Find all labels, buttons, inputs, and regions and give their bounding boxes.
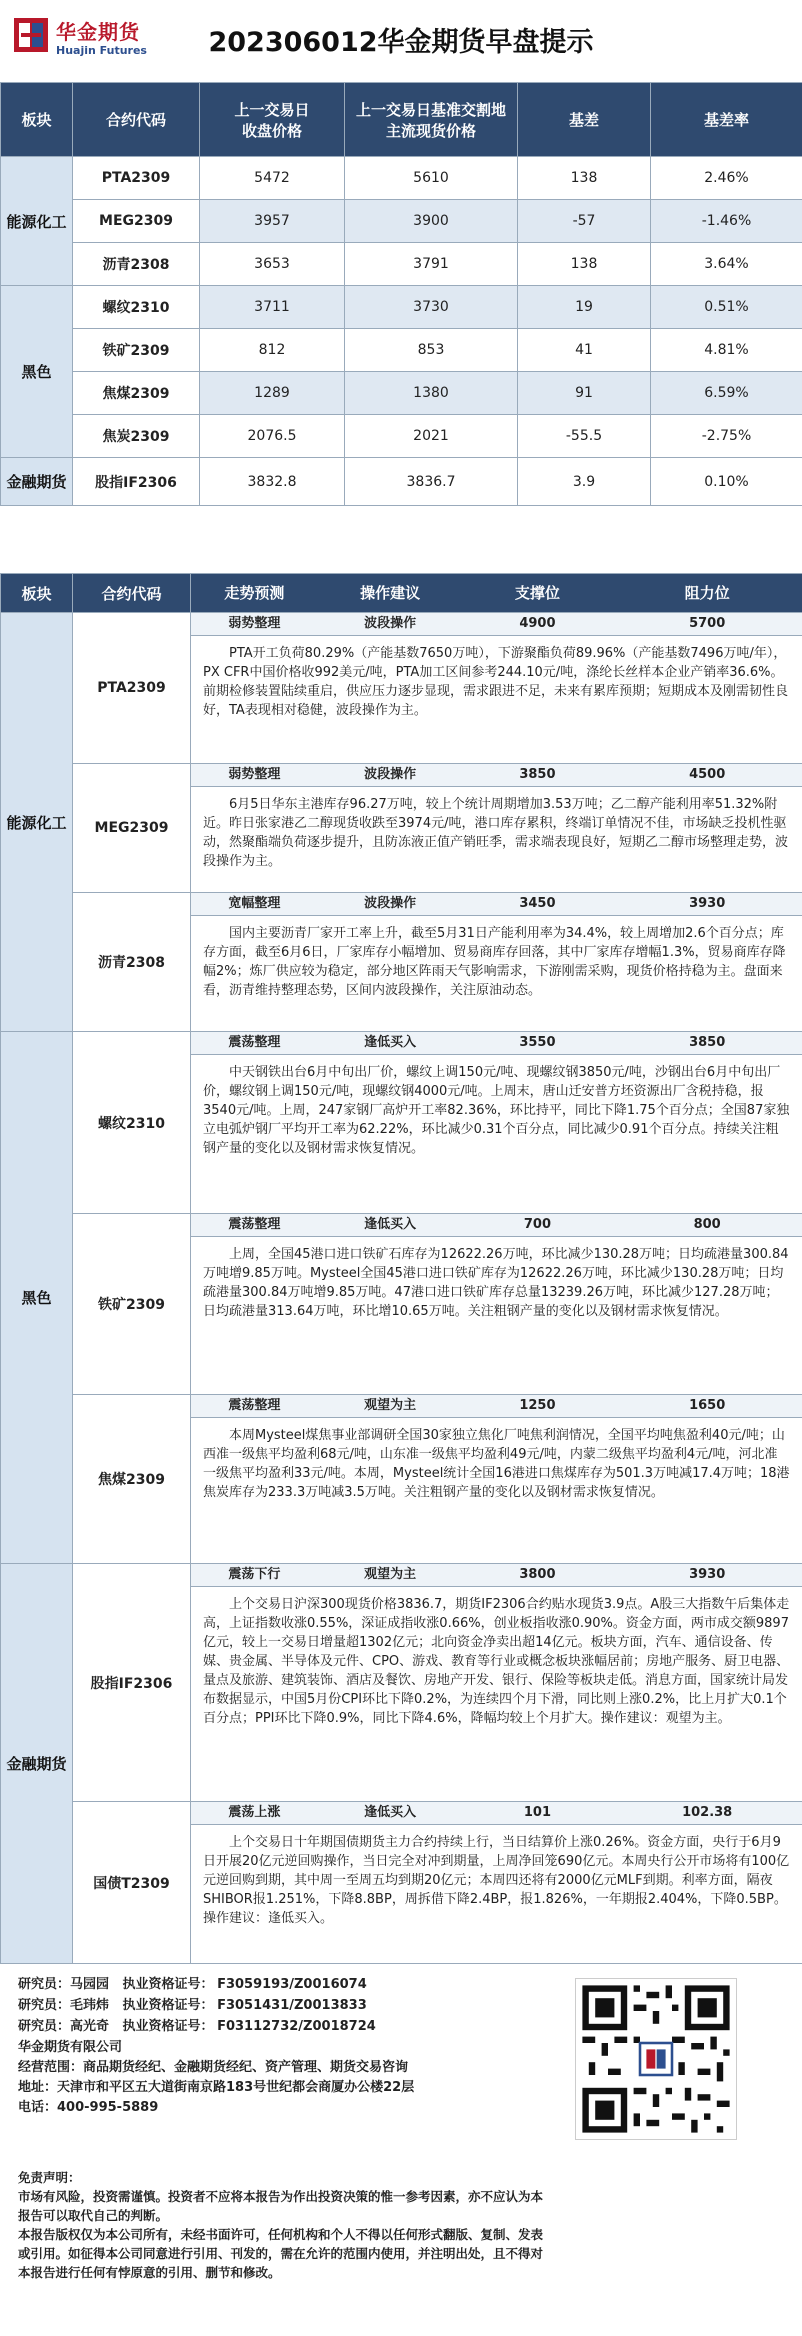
table-row (1, 243, 802, 286)
resist-value: 5700 (689, 616, 726, 631)
col-support: 支撑位 (514, 584, 560, 602)
strategy-row (1, 1032, 802, 1214)
report-title: 202306012华金期货早盘提示 (208, 27, 594, 58)
rate-cell: 0.10% (651, 458, 802, 506)
detail-text: 本周Mysteel煤焦事业部调研全国30家独立焦化厂吨焦利润情况，全国平均吨焦盈利40元/吨；山西准一级焦平均盈利68元/吨，山东准一级焦平均盈利49元/吨，内蒙二级焦平均盈利4元/吨，河北准一级焦平均盈利33元/吨。本周，Mysteel统计全国16港进口焦煤库存为501.3万吨减17.4万吨；18港焦炭库存为233.3万吨减3.5万吨。关注粗钢产量的变化以及钢材需求恢复情况。 (203, 1428, 790, 1500)
sector-cell: 能源化工 (1, 613, 73, 1032)
strategy-row (1, 1395, 802, 1564)
strategy-row (1, 1564, 802, 1802)
table-row (1, 415, 802, 458)
code-cell: MEG2309 (73, 200, 200, 243)
basis-cell: -57 (518, 200, 651, 243)
company-name: 华金期货有限公司 (18, 2040, 123, 2055)
resist-value: 3930 (689, 1567, 726, 1582)
code-cell: 螺纹2310 (73, 1032, 191, 1214)
detail-cell (191, 1802, 802, 1964)
rate-cell: 6.59% (651, 372, 802, 415)
company-phone: 电话：400-995-5889 (18, 2100, 159, 2115)
detail-subhead (191, 1802, 802, 1825)
rate-cell: 0.51% (651, 286, 802, 329)
disclaimer (18, 2168, 548, 2282)
company-info (18, 2040, 415, 2118)
col-code: 合约代码 (73, 83, 200, 157)
company-address: 地址：天津市和平区五大道街南京路183号世纪都会商厦办公楼22层 (18, 2080, 415, 2095)
code-cell: 国债T2309 (73, 1802, 191, 1964)
detail-text: 上个交易日沪深300现货价格3836.7，期货IF2306合约贴水现货3.9点。A股三大指数午后集体走高，上证指数收涨0.55%，深证成指收涨0.66%，创业板指收涨0.90%。资金方面，两市成交额9897亿元，较上一交易日增量超1302亿元；北向资金净卖出超14亿元。板块方面，汽车、通信设备、传媒、贵金属、半导体及元件、CPO、游戏、教育等行业或概念板块涨幅居前；房地产服务、厨卫电器、量点及旅游、建筑装饰、酒店及餐饮、房地产开发、银行、保险等板块走低。消息方面，国家统计局发布数据显示，中国5月份CPI环比下降0.2%，为连续四个月下滑，同比则上涨0.2%，比上月扩大0.1个百分点；PPI环比下降0.9%，同比下降4.6%，降幅均较上个月扩大。操作建议：观望为主。 (203, 1597, 790, 1726)
resist-value: 800 (693, 1217, 721, 1232)
rate-cell: -2.75% (651, 415, 802, 458)
code-cell: 铁矿2309 (73, 1214, 191, 1395)
resist-value: 1650 (689, 1398, 726, 1413)
support-value: 700 (523, 1217, 551, 1232)
license-number: F3059193/Z0016074 (217, 1977, 367, 1992)
detail-subhead (191, 893, 802, 916)
rate-cell: 2.46% (651, 157, 802, 200)
basis-cell: 138 (518, 157, 651, 200)
advice-value: 逢低买入 (364, 1035, 417, 1050)
support-value: 3450 (519, 896, 556, 911)
code-cell: 螺纹2310 (73, 286, 200, 329)
col-basis-rate: 基差率 (651, 83, 802, 157)
strategy-header-row (1, 574, 802, 613)
col-spot: 上一交易日基准交割地 主流现货价格 (345, 83, 518, 157)
strategy-row (1, 893, 802, 1032)
license-number: F3051431/Z0013833 (217, 1998, 367, 2013)
detail-cell (191, 893, 802, 1032)
researcher-item (18, 1995, 376, 2016)
advice-value: 逢低买入 (364, 1805, 417, 1820)
detail-subhead (191, 1395, 802, 1418)
detail-cell (191, 1032, 802, 1214)
table-row (1, 372, 802, 415)
basis-cell: 19 (518, 286, 651, 329)
advice-value: 波段操作 (364, 896, 417, 911)
basis-cell: 91 (518, 372, 651, 415)
advice-value: 波段操作 (364, 616, 417, 631)
detail-cell (191, 1214, 802, 1395)
researcher-item (18, 1974, 376, 1995)
sector-cell: 金融期货 (1, 1564, 73, 1964)
trend-value: 宽幅整理 (228, 896, 281, 911)
disclaimer-text-2: 本报告版权仅为本公司所有，未经书面许可，任何机构和个人不得以任何形式翻版、复制、发表或引用。如征得本公司同意进行引用、刊发的，需在允许的范围内使用，并注明出处，且不得对本报告进行任何有悖原意的引用、删节和修改。 (18, 2227, 544, 2280)
col-sector: 板块 (1, 574, 73, 613)
col-sector: 板块 (1, 83, 73, 157)
support-value: 3550 (519, 1035, 556, 1050)
code-cell: PTA2309 (73, 613, 191, 764)
col-basis: 基差 (518, 83, 651, 157)
basis-table (0, 82, 802, 506)
code-cell: 铁矿2309 (73, 329, 200, 372)
trend-value: 震荡上涨 (228, 1805, 281, 1820)
basis-header-row (1, 83, 802, 157)
detail-subhead (191, 764, 802, 787)
detail-subhead (191, 1214, 802, 1237)
code-cell: 焦煤2309 (73, 372, 200, 415)
resist-value: 4500 (689, 767, 726, 782)
col-resist: 阻力位 (684, 584, 730, 602)
resist-value: 3850 (689, 1035, 726, 1050)
trend-value: 弱势整理 (228, 616, 281, 631)
close-cell: 1289 (200, 372, 345, 415)
business-scope: 经营范围：商品期货经纪、金融期货经纪、资产管理、期货交易咨询 (18, 2060, 409, 2075)
researcher-item (18, 2016, 376, 2037)
license-label: 执业资格证号： (122, 2019, 214, 2034)
detail-text: 中天钢铁出台6月中旬出厂价，螺纹上调150元/吨、现螺纹钢3850元/吨，沙钢出台6月中旬出厂价，螺纹钢上调150元/吨，现螺纹钢4000元/吨。上周末，唐山迁安普方坯资源出厂含税持稳，报3540元/吨。上周，247家钢厂高炉开工率82.36%，环比持平，同比下降1.75个百分点；全国87家独立电弧炉钢厂平均开工率为62.22%，环比减少0.31个百分点，同比减少0.91个百分点。持续关注粗钢产量的变化以及钢材需求恢复情况。 (203, 1065, 790, 1156)
support-value: 1250 (519, 1398, 556, 1413)
detail-subhead (191, 613, 802, 636)
basis-cell: -55.5 (518, 415, 651, 458)
code-cell: 股指IF2306 (73, 458, 200, 506)
code-cell: 沥青2308 (73, 243, 200, 286)
sector-cell: 能源化工 (1, 157, 73, 286)
rate-cell: -1.46% (651, 200, 802, 243)
close-cell: 5472 (200, 157, 345, 200)
basis-cell: 3.9 (518, 458, 651, 506)
code-cell: 沥青2308 (73, 893, 191, 1032)
close-cell: 3832.8 (200, 458, 345, 506)
detail-text: PTA开工负荷80.29%（产能基数7650万吨），下游聚酯负荷89.96%（产能基数7496万吨/年），PX CFR中国价格收992美元/吨，PTA加工区间参考244.10元/吨，涤纶长丝样本企业产销率36.6%。前期检修装置陆续重启，供应压力逐步显现，需求跟进不足，未来有累库预期；短期成本及刚需韧性良好，TA表现相对稳健，波段操作为主。 (203, 646, 789, 718)
report-footer (0, 1964, 802, 2336)
col-group (191, 574, 802, 613)
spot-cell: 1380 (345, 372, 518, 415)
strategy-table (0, 573, 802, 1964)
trend-value: 震荡整理 (228, 1035, 281, 1050)
report-header (0, 0, 802, 82)
sector-cell: 黑色 (1, 286, 73, 458)
sector-cell: 黑色 (1, 1032, 73, 1564)
license-label: 执业资格证号： (122, 1977, 214, 1992)
detail-cell (191, 613, 802, 764)
trend-value: 震荡下行 (228, 1567, 281, 1582)
resist-value: 3930 (689, 896, 726, 911)
close-cell: 3957 (200, 200, 345, 243)
detail-text: 6月5日华东主港库存96.27万吨，较上个统计周期增加3.53万吨；乙二醇产能利用率51.32%附近。昨日张家港乙二醇现货收跌至3974元/吨，港口库存累积，终端订单情况不佳，市场缺乏投机性驱动，然聚酯端负荷逐步提升，且防冻液正值产销旺季，需求端表现良好，短期乙二醇市场整理走势，波段操作为主。 (203, 797, 789, 869)
detail-cell (191, 1564, 802, 1802)
code-cell: 焦煤2309 (73, 1395, 191, 1564)
col-advice: 操作建议 (360, 584, 421, 602)
close-cell: 812 (200, 329, 345, 372)
support-value: 101 (523, 1805, 551, 1820)
table-row (1, 458, 802, 506)
detail-subhead (191, 1032, 802, 1055)
strategy-row (1, 1214, 802, 1395)
researcher-name: 研究员：马园园 (18, 1977, 110, 1992)
trend-value: 震荡整理 (228, 1217, 281, 1232)
close-cell: 3711 (200, 286, 345, 329)
qr-code-icon (575, 1978, 737, 2140)
support-value: 4900 (519, 616, 556, 631)
code-cell: MEG2309 (73, 764, 191, 893)
close-cell: 2076.5 (200, 415, 345, 458)
researcher-list (18, 1974, 376, 2037)
disclaimer-title: 免责声明： (18, 2170, 81, 2185)
resist-value: 102.38 (682, 1805, 733, 1820)
table-row (1, 157, 802, 200)
disclaimer-text-1: 市场有风险，投资需谨慎。投资者不应将本报告为作出投资决策的惟一参考因素，亦不应认为本报告可以取代自己的判断。 (18, 2189, 544, 2223)
spot-cell: 3791 (345, 243, 518, 286)
col-trend: 走势预测 (224, 584, 285, 602)
detail-subhead (191, 1564, 802, 1587)
spot-cell: 3730 (345, 286, 518, 329)
researcher-name: 研究员：高光奇 (18, 2019, 110, 2034)
spot-cell: 853 (345, 329, 518, 372)
col-close: 上一交易日 收盘价格 (200, 83, 345, 157)
table-row (1, 286, 802, 329)
detail-cell (191, 764, 802, 893)
spot-cell: 3836.7 (345, 458, 518, 506)
support-value: 3850 (519, 767, 556, 782)
logo-text-cn: 华金期货 (56, 20, 140, 44)
table-row (1, 329, 802, 372)
code-cell: 股指IF2306 (73, 1564, 191, 1802)
spot-cell: 5610 (345, 157, 518, 200)
detail-text: 国内主要沥青厂家开工率上升，截至5月31日产能利用率为34.4%，较上周增加2.6个百分点；库存方面，截至6月6日，厂家库存小幅增加、贸易商库存回落，其中厂家库存增幅1.3%，贸易商库存降幅2%；炼厂供应较为稳定，部分地区阵雨天气影响需求，下游刚需采购，现货价格持稳为主。盘面来看，沥青维持整理态势，区间内波段操作，关注原油动态。 (203, 926, 786, 998)
rate-cell: 4.81% (651, 329, 802, 372)
code-cell: 焦炭2309 (73, 415, 200, 458)
support-value: 3800 (519, 1567, 556, 1582)
table-row (1, 200, 802, 243)
spot-cell: 3900 (345, 200, 518, 243)
basis-cell: 41 (518, 329, 651, 372)
detail-text: 上个交易日十年期国债期货主力合约持续上行，当日结算价上涨0.26%。资金方面，央行于6月9日开展20亿元逆回购操作，当日完全对冲到期量，上周净回笼690亿元。本周央行公开市场将有100亿元逆回购到期，其中周一至周五均到期20亿元；本周四还将有2000亿元MLF到期。利率方面，隔夜SHIBOR报1.251%，下降8.8BP，周拆借下降2.4BP，报1.826%，一年期报2.404%，下降0.5BP。操作建议：逢低买入。 (203, 1835, 790, 1926)
advice-value: 逢低买入 (364, 1217, 417, 1232)
col-code: 合约代码 (73, 574, 191, 613)
detail-cell (191, 1395, 802, 1564)
strategy-row (1, 764, 802, 893)
license-label: 执业资格证号： (122, 1998, 214, 2013)
basis-cell: 138 (518, 243, 651, 286)
trend-value: 震荡整理 (228, 1398, 281, 1413)
trend-value: 弱势整理 (228, 767, 281, 782)
advice-value: 波段操作 (364, 767, 417, 782)
advice-value: 观望为主 (364, 1567, 417, 1582)
code-cell: PTA2309 (73, 157, 200, 200)
strategy-row (1, 1802, 802, 1964)
close-cell: 3653 (200, 243, 345, 286)
sector-cell: 金融期货 (1, 458, 73, 506)
strategy-row (1, 613, 802, 764)
license-number: F03112732/Z0018724 (217, 2019, 376, 2034)
rate-cell: 3.64% (651, 243, 802, 286)
researcher-name: 研究员：毛玮炜 (18, 1998, 110, 2013)
advice-value: 观望为主 (364, 1398, 417, 1413)
detail-text: 上周，全国45港口进口铁矿石库存为12622.26万吨，环比减少130.28万吨；日均疏港量300.84万吨增9.85万吨。Mysteel全国45港口进口铁矿库存为12622.26万吨，环比减少130.28万吨；日均疏港量300.84万吨增9.85万吨。47港口进口铁矿库存总量13239.26万吨，环比减少127.28万吨；日均疏港量313.64万吨，环比增10.65万吨。关注粗钢产量的变化以及钢材需求恢复情况。 (203, 1247, 789, 1319)
spot-cell: 2021 (345, 415, 518, 458)
logo-text-en: Huajin Futures (56, 44, 147, 57)
